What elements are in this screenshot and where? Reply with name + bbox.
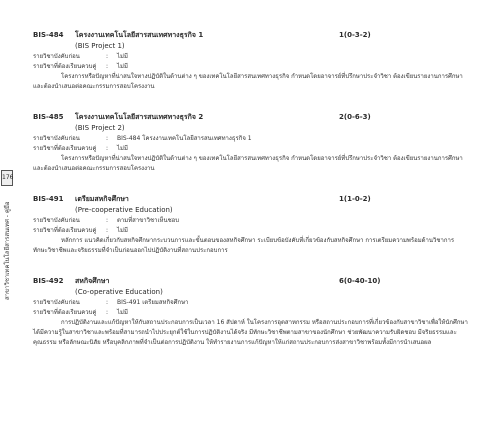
course-title-en: (BIS Project 1) — [75, 42, 125, 50]
course-title-th: สหกิจศึกษา — [75, 277, 110, 285]
course-title-en: (Co-operative Education) — [75, 288, 163, 296]
course-credit: 2(0-6-3) — [339, 113, 371, 121]
course-description: โครงการหรือปัญหาที่น่าสนใจทางปฏิบัติในด้านต่าง ๆ ของเทคโนโลยีสารสนเทศทางธุรกิจ กำหนดโดยอาจารย์ที่ปรึกษาประจำวิชา ต้องเขียนรายงานการศึกษาและต้องนำเสนอต่อคณะกรรมการสอบโครงงาน — [33, 155, 463, 172]
course-title-th: เตรียมสหกิจศึกษา — [75, 195, 129, 203]
prereq-label: รายวิชาบังคับก่อน — [33, 217, 80, 224]
course-title-th: โครงงานเทคโนโลยีสารสนเทศทางธุรกิจ 1 — [75, 31, 204, 39]
course-code: BIS-491 — [33, 195, 64, 203]
course-entry — [33, 30, 469, 92]
course-code: BIS-484 — [33, 31, 64, 39]
prereq-value: ตามที่สาขาวิชาเห็นชอบ — [117, 217, 180, 224]
prereq-value: ไม่มี — [117, 53, 128, 60]
colon: : — [106, 63, 109, 70]
course-entry — [33, 194, 469, 256]
course-credit: 6(0-40-10) — [339, 277, 381, 285]
side-tab — [0, 150, 14, 300]
colon: : — [106, 299, 109, 306]
course-title-en: (BIS Project 2) — [75, 124, 125, 132]
prereq-value: BIS-491 เตรียมสหกิจศึกษา — [117, 299, 189, 306]
side-vertical-text: สาขาวิชาเทคโนโลยีสารสนเทศ - คู่มือ — [4, 201, 11, 300]
course-list — [33, 30, 469, 368]
course-code: BIS-492 — [33, 277, 64, 285]
course-title-th: โครงงานเทคโนโลยีสารสนเทศทางธุรกิจ 2 — [75, 113, 204, 121]
course-title-en: (Pre-cooperative Education) — [75, 206, 173, 214]
colon: : — [106, 145, 109, 152]
must-pass-label: รายวิชาที่ต้องเรียนควบคู่ — [33, 309, 97, 316]
colon: : — [106, 309, 109, 316]
prereq-value: BIS-484 โครงงานเทคโนโลยีสารสนเทศทางธุรกิจ 1 — [117, 135, 252, 142]
must-pass-value: ไม่มี — [117, 227, 128, 234]
must-pass-label: รายวิชาที่ต้องเรียนควบคู่ — [33, 145, 97, 152]
colon: : — [106, 135, 109, 142]
course-description: โครงการหรือปัญหาที่น่าสนใจทางปฏิบัติในด้านต่าง ๆ ของเทคโนโลยีสารสนเทศทางธุรกิจ กำหนดโดยอาจารย์ที่ปรึกษาประจำวิชา ต้องเขียนรายงานการศึกษาและต้องนำเสนอต่อคณะกรรมการสอบโครงงาน — [33, 73, 463, 90]
colon: : — [106, 227, 109, 234]
prereq-label: รายวิชาบังคับก่อน — [33, 53, 80, 60]
course-description: การปฏิบัติงานและแก้ปัญหาให้กับสถานประกอบการเป็นเวลา 16 สัปดาห์ ในโครงการอุตสาหกรรม หรือสถานประกอบการที่เกี่ยวข้องกับสาขาวิชาเพื่อให้นักศึกษาได้มีความรู้ในสาขาวิชาและพร้อมที่สามารถนำไปประยุกต์ใช้ในการปฏิบัติงานได้จริง มีทักษะวิชาชีพตามสาขาของนักศึกษา ช่วยพัฒนาความรับผิดชอบ มีจริยธรรมและคุณธรรม หรือลักษณะนิสัย หรือบุคลิกภาพที่จำเป็นต่อการปฏิบัติงาน ให้ทำรายงานการแก้ปัญหาให้แก่สถานประกอบการส่งสาขาวิชาพร้อมทั้งมีการนำเสนอผล — [33, 319, 468, 346]
prereq-label: รายวิชาบังคับก่อน — [33, 299, 80, 306]
must-pass-label: รายวิชาที่ต้องเรียนควบคู่ — [33, 63, 97, 70]
must-pass-value: ไม่มี — [117, 145, 128, 152]
course-entry — [33, 112, 469, 174]
course-credit: 1(0-3-2) — [339, 31, 371, 39]
must-pass-value: ไม่มี — [117, 309, 128, 316]
course-description: หลักการ แนวคิดเกี่ยวกับสหกิจศึกษากระบวนการและขั้นตอนของสหกิจศึกษา ระเบียบข้อบังคับที่เกี่ยวข้องกับสหกิจศึกษา การเตรียมความพร้อมด้านวิชาการ ทักษะวิชาชีพและจริยธรรมที่จำเป็นก่อนออกไปปฏิบัติงานที่สถานประกอบการ — [33, 237, 455, 254]
prereq-label: รายวิชาบังคับก่อน — [33, 135, 80, 142]
course-entry — [33, 276, 469, 348]
course-code: BIS-485 — [33, 113, 64, 121]
must-pass-label: รายวิชาที่ต้องเรียนควบคู่ — [33, 227, 97, 234]
colon: : — [106, 53, 109, 60]
page-number: 176 — [1, 170, 13, 186]
must-pass-value: ไม่มี — [117, 63, 128, 70]
colon: : — [106, 217, 109, 224]
course-credit: 1(1-0-2) — [339, 195, 371, 203]
